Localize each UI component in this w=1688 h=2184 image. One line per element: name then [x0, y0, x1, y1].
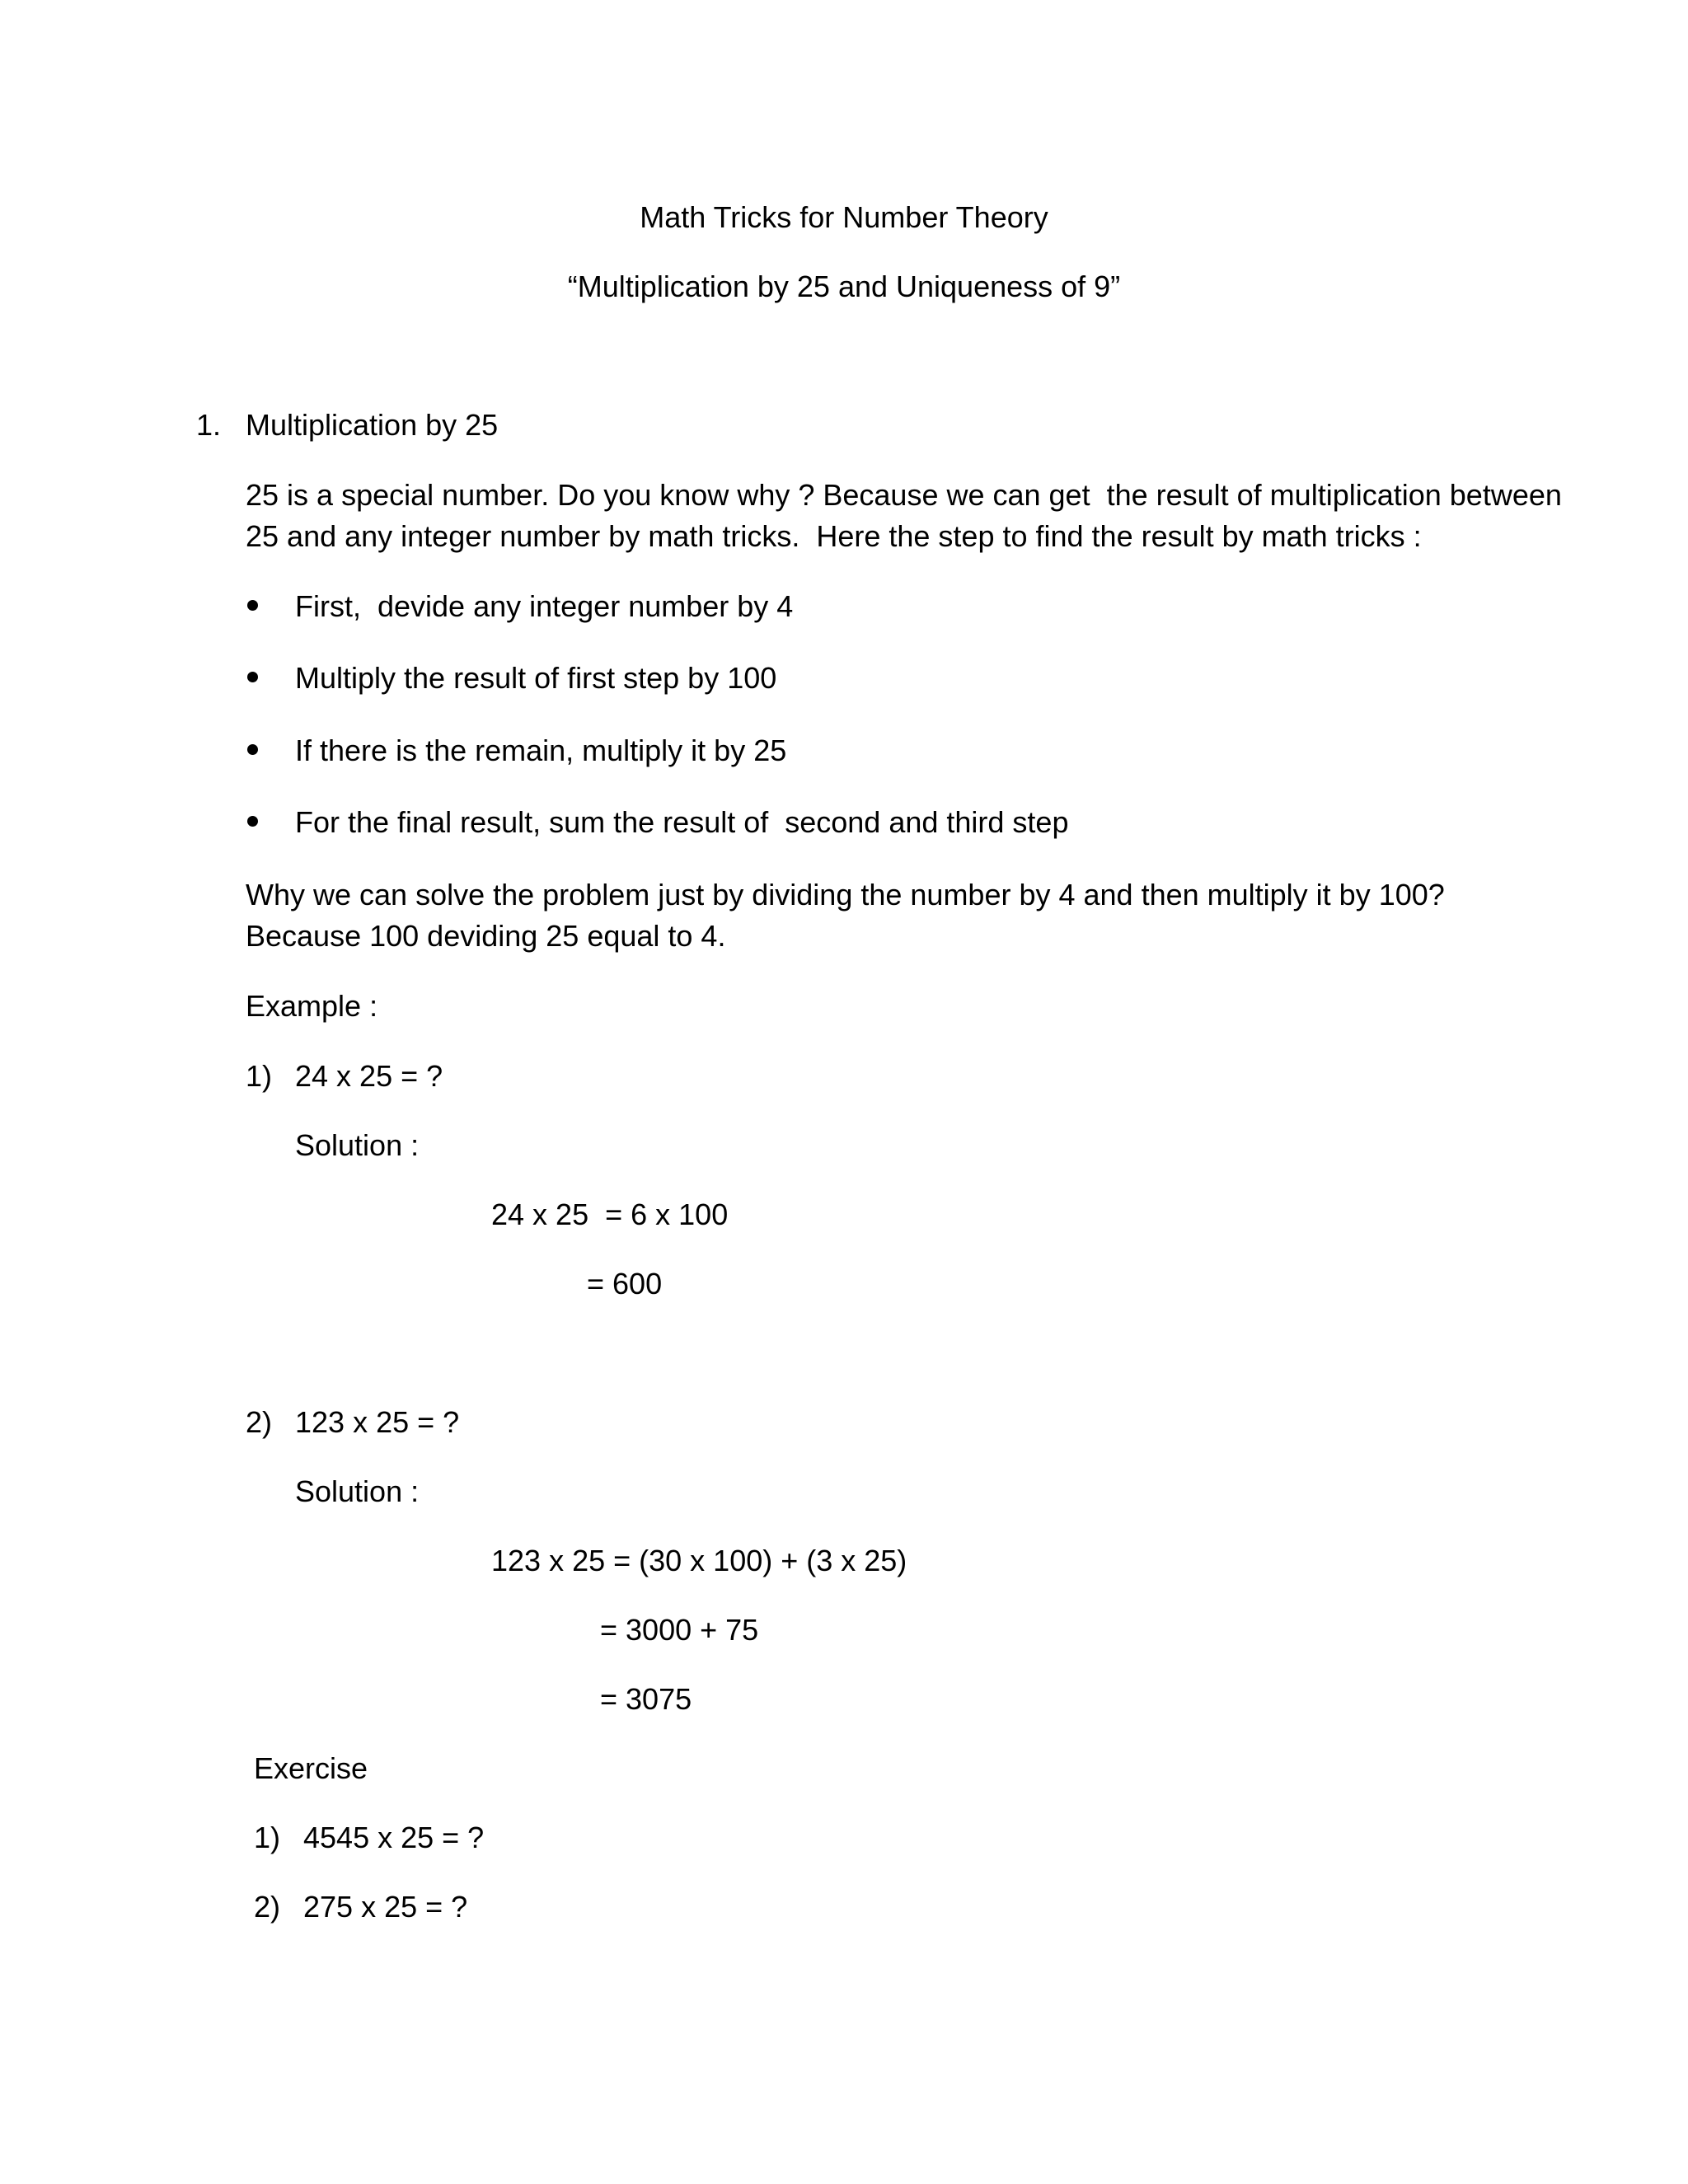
bullet-icon: [247, 744, 258, 755]
bullet-icon: [247, 672, 258, 682]
example-number: 1): [246, 1059, 273, 1093]
solution-line: 24 x 25 = 6 x 100: [491, 1197, 729, 1231]
step-text: First, devide any integer number by 4: [295, 589, 794, 623]
exercise-question: 4545 x 25 = ?: [303, 1821, 485, 1854]
example-number: 2): [246, 1405, 273, 1439]
intro-line-1: 25 is a special number. Do you know why ? Because we can get the result of multiplication between: [246, 478, 1562, 512]
step-text: For the final result, sum the result of second and third step: [295, 805, 1069, 839]
exercise-number: 2): [254, 1890, 281, 1924]
document-subtitle: “Multiplication by 25 and Uniqueness of 9”: [567, 269, 1121, 303]
solution-line: 123 x 25 = (30 x 100) + (3 x 25): [491, 1544, 907, 1577]
bullet-icon: [247, 816, 258, 827]
exercise-question: 275 x 25 = ?: [303, 1890, 468, 1924]
why-line-2: Because 100 deviding 25 equal to 4.: [246, 919, 726, 953]
solution-line: = 600: [587, 1267, 663, 1301]
intro-line-2: 25 and any integer number by math tricks. Here the step to find the result by math tricks :: [246, 519, 1422, 553]
why-line-1: Why we can solve the problem just by dividing the number by 4 and then multiply it by 100?: [246, 878, 1445, 912]
section-number: 1.: [196, 408, 222, 442]
document-title: Math Tricks for Number Theory: [640, 200, 1048, 234]
section-heading: Multiplication by 25: [246, 408, 499, 442]
exercise-label: Exercise: [254, 1751, 368, 1785]
solution-label: Solution :: [295, 1128, 420, 1162]
bullet-icon: [247, 600, 258, 611]
solution-line: = 3075: [600, 1682, 692, 1716]
example-label: Example :: [246, 989, 378, 1023]
step-text: Multiply the result of first step by 100: [295, 661, 777, 695]
example-question: 123 x 25 = ?: [295, 1405, 460, 1439]
solution-line: = 3000 + 75: [600, 1613, 759, 1647]
step-text: If there is the remain, multiply it by 25: [295, 733, 787, 767]
example-question: 24 x 25 = ?: [295, 1059, 443, 1093]
solution-label: Solution :: [295, 1474, 420, 1508]
exercise-number: 1): [254, 1821, 281, 1854]
